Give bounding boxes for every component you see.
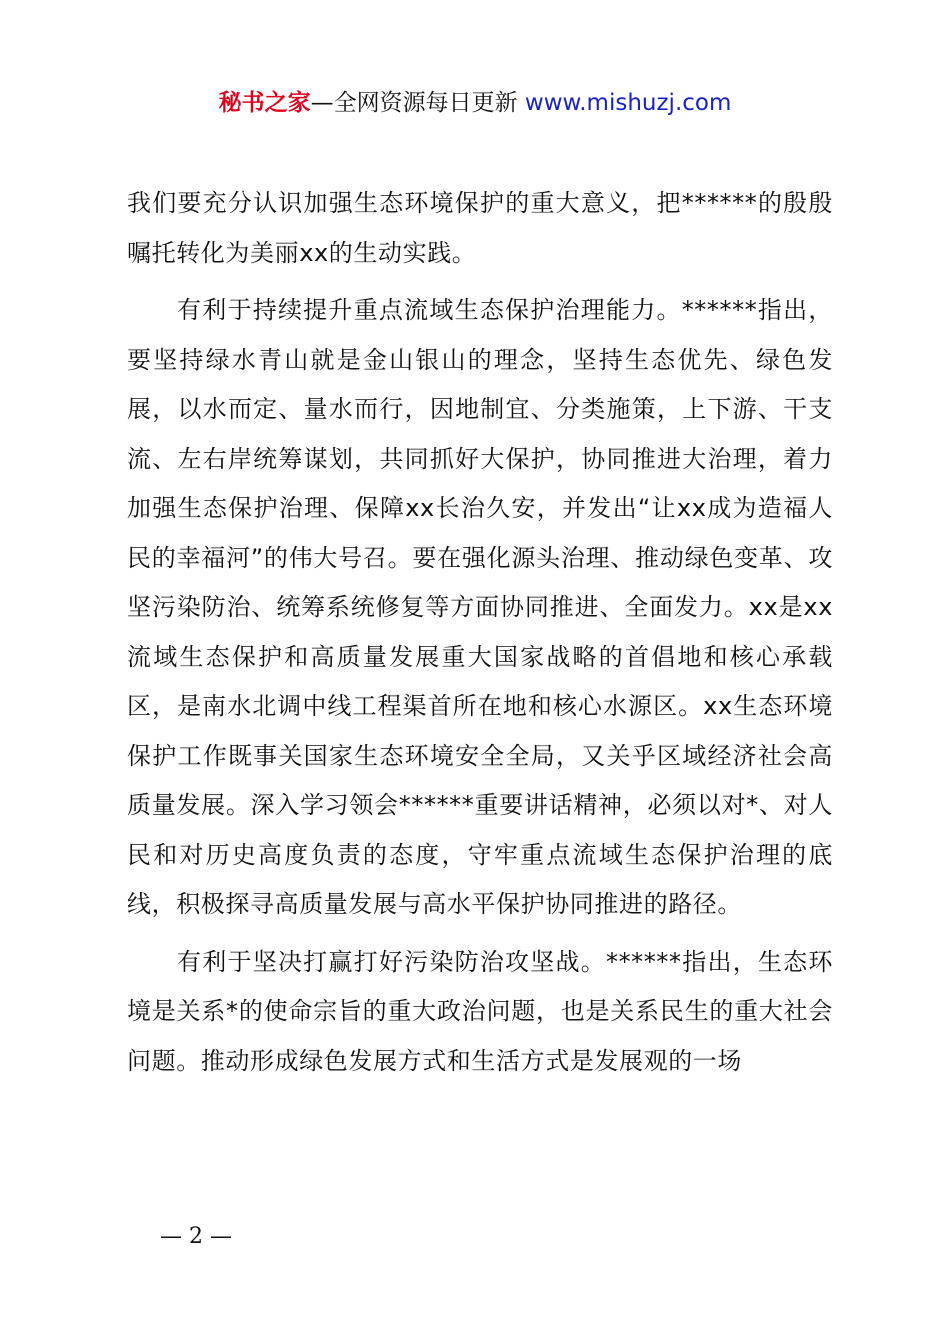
paragraph-continuation: 我们要充分认识加强生态环境保护的重大意义，把******的殷殷嘱托转化为美丽xx的生动实践。 xyxy=(127,189,833,267)
paragraph-pollution-control: 有利于坚决打赢打好污染防治攻坚战。******指出，生态环境是关系*的使命宗旨的重大政治问题，也是关系民生的重大社会问题。推动形成绿色发展方式和生活方式是发展观的一场 xyxy=(127,947,833,1075)
site-header xyxy=(0,86,950,120)
paragraph-river-governance: 有利于持续提升重点流域生态保护治理能力。******指出，要坚持绿水青山就是金山银山的理念，坚持生态优先、绿色发展，以水而定、量水而行，因地制宜、分类施策，上下游、干支流、左右岸统筹谋划，共同抓好大保护，协同推进大治理，着力加强生态保护治理、保障xx长治久安，并发出“让xx成为造福人民的幸福河”的伟大号召。要在强化源头治理、推动绿色变革、攻坚污染防治、统筹系统修复等方面协同推进、全面发力。xx是xx流域生态保护和高质量发展重大国家战略的首倡地和核心承载区，是南水北调中线工程渠首所在地和核心水源区。xx生态环境保护工作既事关国家生态环境安全全局，又关乎区域经济社会高质量发展。深入学习领会******重要讲话精神，必须以对*、对人民和对历史高度负责的态度，守牢重点流域生态保护治理的底线，积极探寻高质量发展与高水平保护协同推进的路径。 xyxy=(127,296,833,918)
site-brand: 秘书之家 xyxy=(218,90,311,116)
site-url-link[interactable]: www.mishuzj.com xyxy=(524,90,732,116)
document-body xyxy=(127,179,833,1086)
site-slogan: —全网资源每日更新 xyxy=(310,90,525,116)
page-number: — 2 — xyxy=(160,1224,232,1249)
